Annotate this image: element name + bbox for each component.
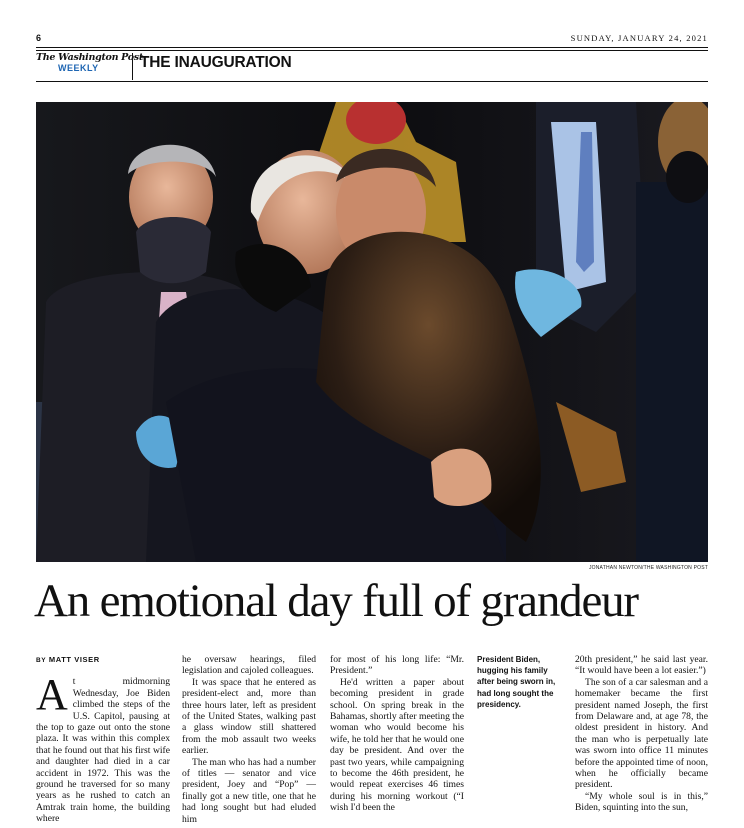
photo-credit: JONATHAN NEWTON/THE WASHINGTON POST: [588, 565, 708, 571]
page-number: 6: [36, 33, 42, 43]
article-column-1: [36, 654, 170, 825]
masthead-logo: [36, 52, 143, 79]
paragraph: 20th president,” he said last year. “It would have been a lot easier.”): [575, 654, 708, 677]
article-column-2: [182, 654, 316, 825]
lead-text: t midmorning Wednesday, Joe Biden climbed the steps of the U.S. Capitol, pausing at the top to gaze out onto the stone plaza. It was within this complex that he found out that his first wife and daughter had died in a car accident in 1972. This was the ground he traversed for so many years as he rushed to catch an Amtrak train home, the building where: [36, 676, 170, 825]
paragraph: He'd written a paper about becoming president in grade school. On spring break in the Bahamas, shortly after meeting the woman who would become his wife, he told her that he would one day be president. And over the past two years, while campaigning to become the 46th president, he would repeat exercises 46 times during his morning workout (“I wish I'd been the: [330, 676, 465, 814]
byline-prefix: BY: [36, 657, 47, 664]
far-right-figure-coat: [636, 182, 708, 562]
drop-cap: A: [36, 670, 68, 720]
paragraph: for most of his long life: “Mr. President.”: [330, 654, 464, 677]
headline: An emotional day full of grandeur: [34, 575, 638, 627]
photo-illustration: [36, 102, 708, 562]
left-figure-mask: [136, 217, 211, 283]
photo-caption: President Biden, hugging his family after being sworn in, had long sought the presidency.: [477, 655, 556, 709]
paragraph: The son of a car salesman and a homemaker became the first president named Joseph, the first from Delaware and, at age 78, the oldest president in history. And the man who is perpetually late was sworn into office 11 minutes before the appointed time of noon, when he officially became president.: [575, 676, 708, 791]
byline-author: MATT VISER: [48, 655, 100, 664]
masthead-name: The Washington Post: [36, 52, 143, 63]
lead-paragraph: [36, 670, 170, 825]
article-column-5: [575, 654, 708, 814]
lead-photo: [36, 102, 708, 562]
section-title: THE INAUGURATION: [140, 54, 292, 71]
article-column-3: [330, 654, 464, 814]
far-right-mask: [666, 151, 708, 203]
issue-date: SUNDAY, JANUARY 24, 2021: [570, 33, 708, 43]
paragraph: he oversaw hearings, filed legislation and cajoled colleagues.: [182, 654, 316, 677]
paragraph: It was space that he entered as president-elect and, more than three hours later, left as president of the United States, walking past a glass window still shattered from the mob assault two weeks earlier.: [182, 676, 316, 757]
section-rule: [36, 81, 708, 82]
header-rule-second: [36, 50, 708, 51]
masthead-divider: [132, 53, 133, 80]
paragraph: “My whole soul is in this,” Biden, squinting into the sun,: [575, 790, 708, 814]
masthead-edition: WEEKLY: [58, 63, 99, 73]
paragraph: The man who has had a number of titles — senator and vice president, Joey and “Pop” — finally got a new title, one that he had long sought but had eluded him: [182, 756, 316, 825]
header-rule-top: [36, 47, 708, 48]
page-header: [36, 33, 708, 45]
byline: [36, 654, 170, 666]
